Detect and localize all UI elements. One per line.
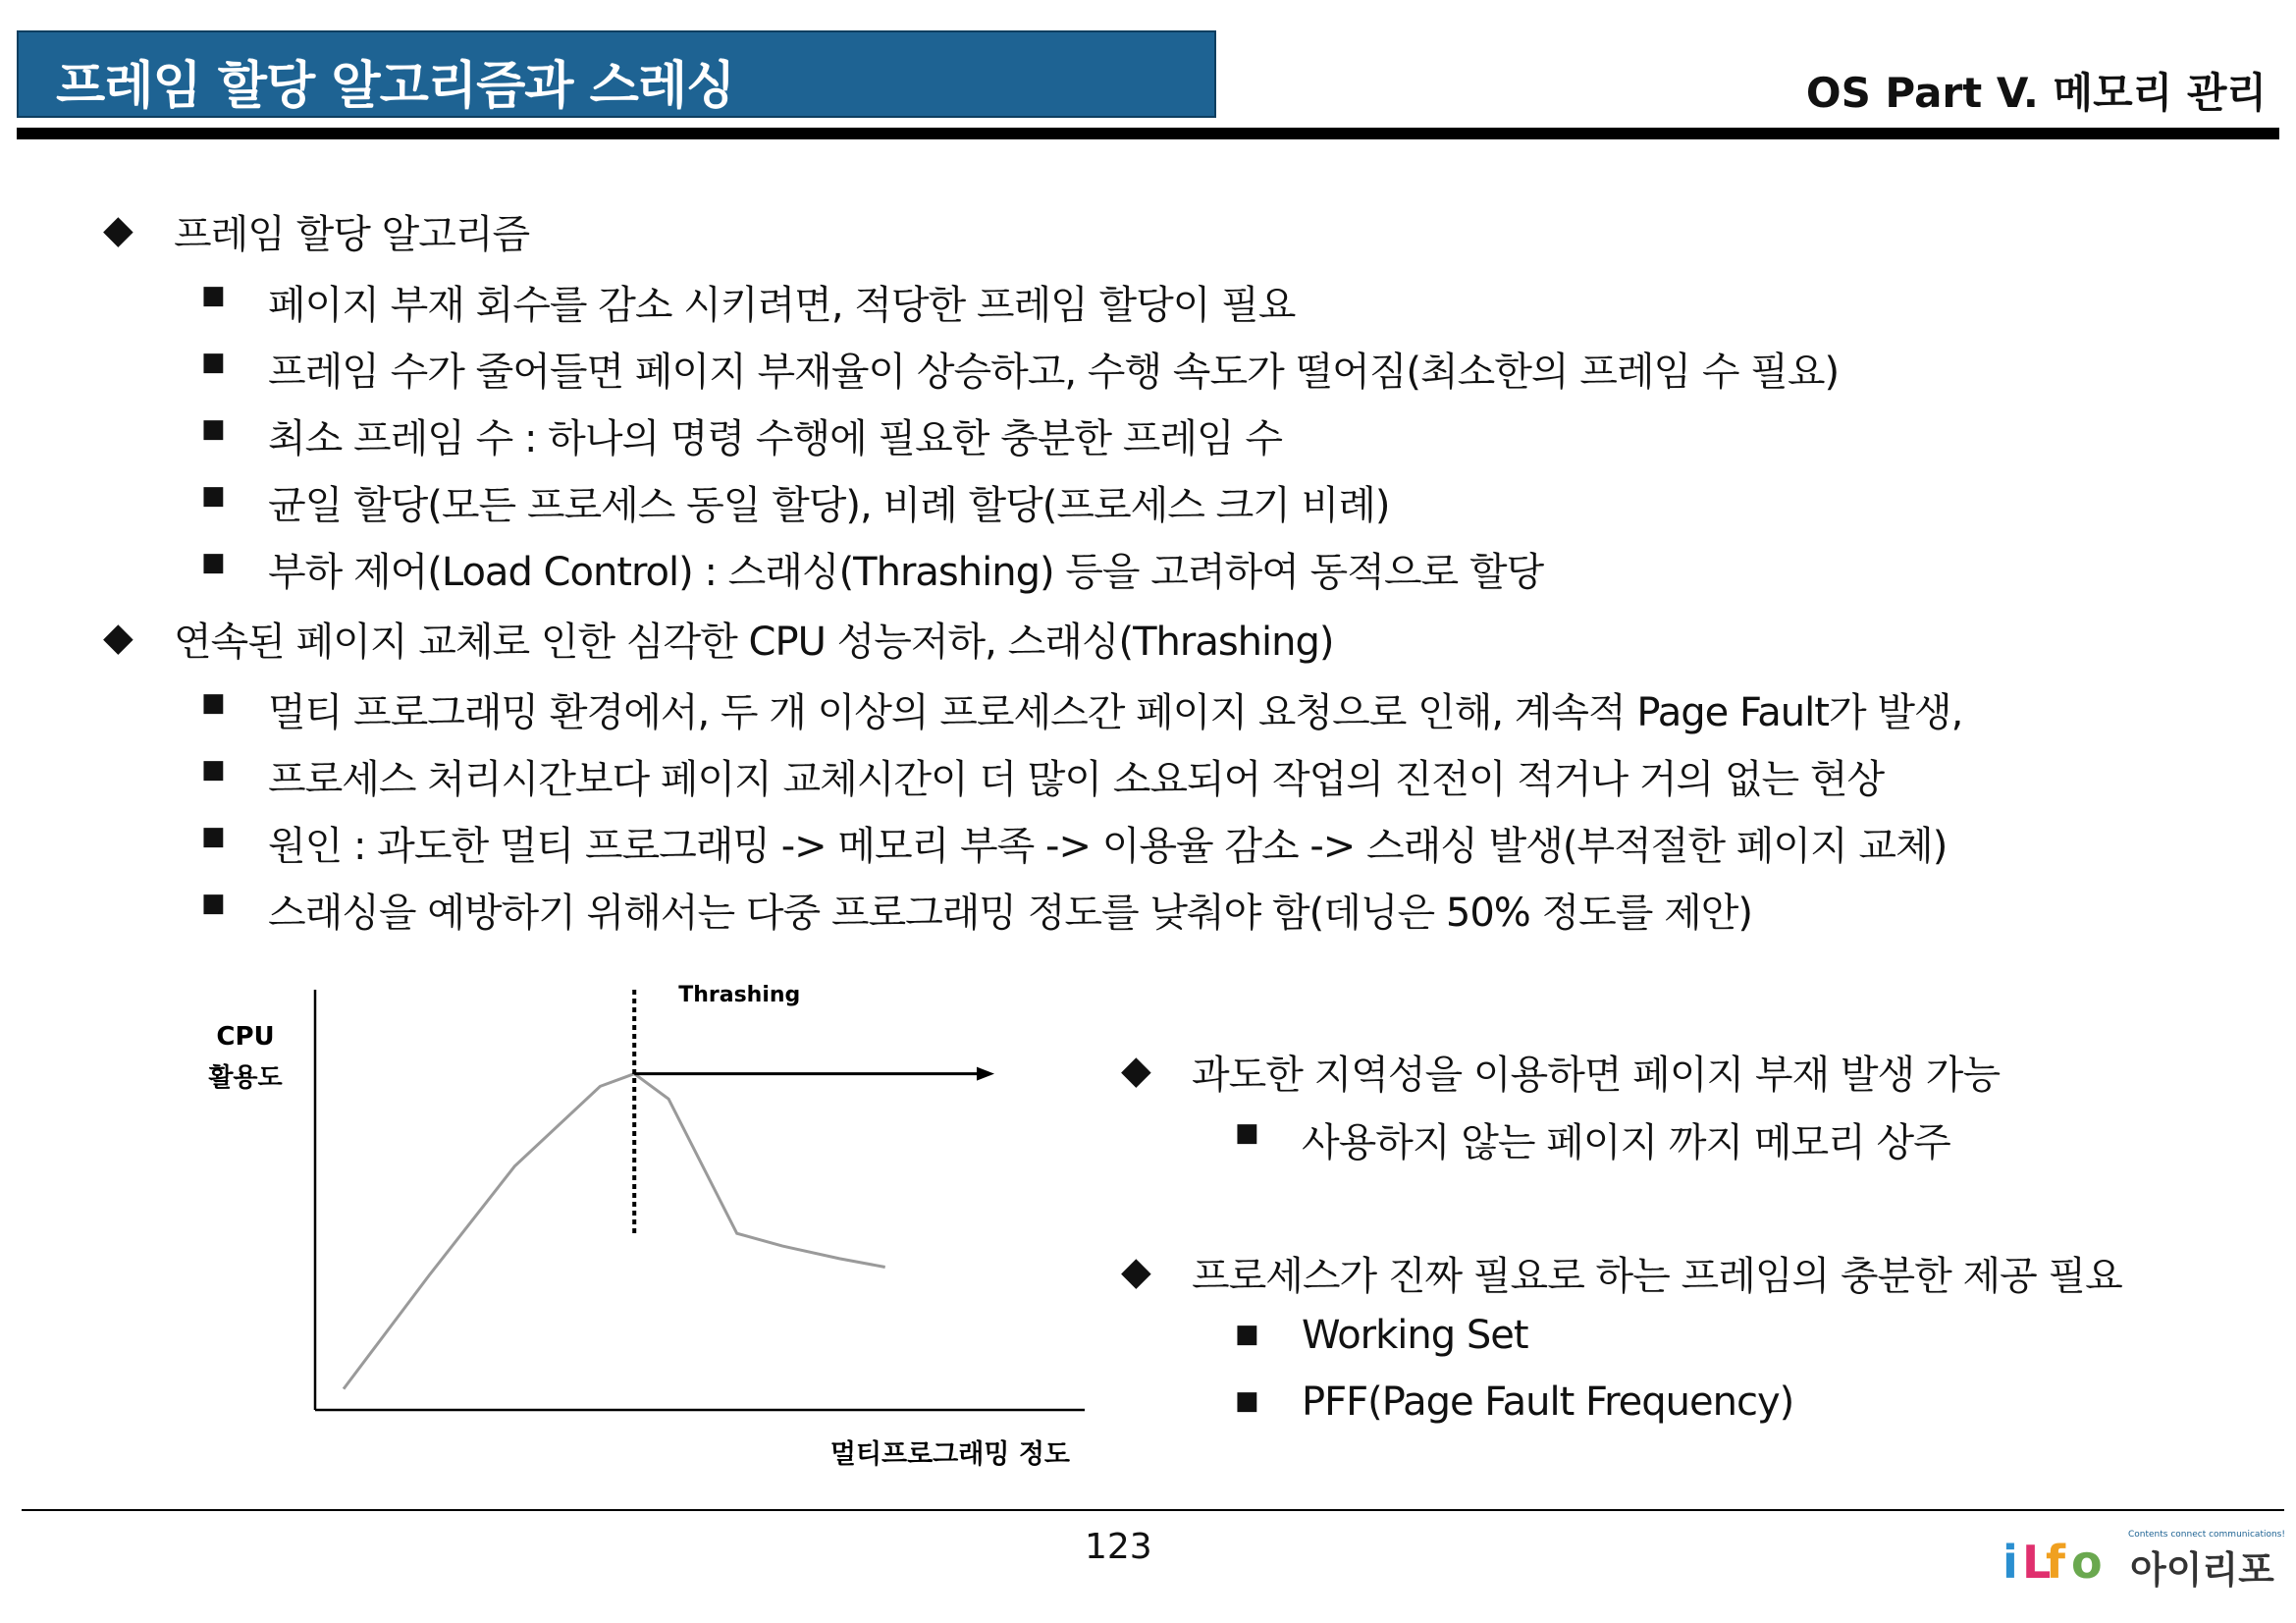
sub-bullet: ■ 프로세스 처리시간보다 페이지 교체시간이 더 많이 소요되어 작업의 진전이 적거나 거의 없는 현상	[268, 748, 1884, 804]
diamond-bullet-icon: ◆	[103, 615, 133, 660]
sub-bullet: ■ 스래싱을 예방하기 위해서는 다중 프로그래밍 정도를 낮춰야 함(데닝은 50% 정도를 제안)	[268, 882, 1752, 938]
thrashing-annotation: Thrashing	[678, 983, 801, 1007]
diamond-bullet-icon: ◆	[103, 207, 133, 252]
sub-bullet: ■ PFF(Page Fault Frequency)	[1235, 1380, 1794, 1425]
square-bullet-icon: ■	[1235, 1118, 1258, 1148]
square-bullet-icon: ■	[1235, 1320, 1258, 1349]
sub-bullet: ■ 멀티 프로그래밍 환경에서, 두 개 이상의 프로세스간 페이지 요청으로 인해, 계속적 Page Fault가 발생,	[268, 681, 1962, 737]
footer-divider	[22, 1509, 2284, 1511]
cpu-utilization-curve	[344, 1074, 885, 1389]
arrow-head-icon	[977, 1067, 994, 1081]
bullet-frame-allocation: ◆ 프레임 할당 알고리즘	[103, 207, 530, 257]
bullet-thrashing: ◆ 연속된 페이지 교체로 인한 심각한 CPU 성능저하, 스래싱(Thrashing)	[103, 615, 1334, 665]
page-number: 123	[1085, 1527, 1152, 1567]
sub-bullet: ■ 최소 프레임 수 : 하나의 명령 수행에 필요한 충분한 프레임 수	[268, 407, 1282, 463]
sub-bullet: ■ 사용하지 않는 페이지 까지 메모리 상주	[1302, 1111, 1950, 1167]
thrashing-chart	[187, 972, 1099, 1483]
sub-bullet: ■ 프레임 수가 줄어들면 페이지 부재율이 상승하고, 수행 속도가 떨어짐(최소한의 프레임 수 필요)	[268, 341, 1839, 397]
y-axis-label-line2: 활용도	[208, 1063, 283, 1093]
square-bullet-icon: ■	[1235, 1386, 1258, 1416]
square-bullet-icon: ■	[201, 755, 225, 784]
square-bullet-icon: ■	[201, 281, 225, 310]
page-title: 프레임 할당 알고리즘과 스레싱	[56, 57, 735, 116]
sub-bullet: ■ Working Set	[1235, 1313, 1528, 1358]
header-divider	[17, 128, 2279, 139]
sub-bullet: ■ 부하 제어(Load Control) : 스래싱(Thrashing) 등을 고려하여 동적으로 할당	[268, 541, 1543, 597]
ilifo-logo: Contents connect communications! i L f o 아이리포	[2002, 1530, 2285, 1592]
square-bullet-icon: ■	[201, 688, 225, 718]
y-axis-label-line1: CPU	[216, 1022, 275, 1052]
sub-bullet: ■ 균일 할당(모든 프로세스 동일 할당), 비례 할당(프로세스 크기 비례)	[268, 474, 1390, 530]
square-bullet-icon: ■	[201, 414, 225, 444]
square-bullet-icon: ■	[201, 348, 225, 377]
diamond-bullet-icon: ◆	[1121, 1048, 1150, 1093]
diamond-bullet-icon: ◆	[1121, 1249, 1150, 1294]
sub-bullet: ■ 페이지 부재 회수를 감소 시키려면, 적당한 프레임 할당이 필요	[268, 274, 1295, 330]
x-axis-label: 멀티프로그래밍 정도	[829, 1439, 1070, 1470]
square-bullet-icon: ■	[201, 548, 225, 577]
sub-bullet: ■ 원인 : 과도한 멀티 프로그래밍 -> 메모리 부족 -> 이용율 감소 -> 스래싱 발생(부적절한 페이지 교체)	[268, 815, 1947, 871]
section-label: OS Part V. 메모리 관리	[1805, 69, 2267, 117]
title-banner	[17, 30, 1216, 118]
square-bullet-icon: ■	[201, 889, 225, 918]
bullet-sufficient-frames: ◆ 프로세스가 진짜 필요로 하는 프레임의 충분한 제공 필요	[1121, 1249, 2122, 1299]
square-bullet-icon: ■	[201, 481, 225, 511]
bullet-excessive-locality: ◆ 과도한 지역성을 이용하면 페이지 부재 발생 가능	[1121, 1048, 2001, 1098]
square-bullet-icon: ■	[201, 822, 225, 851]
